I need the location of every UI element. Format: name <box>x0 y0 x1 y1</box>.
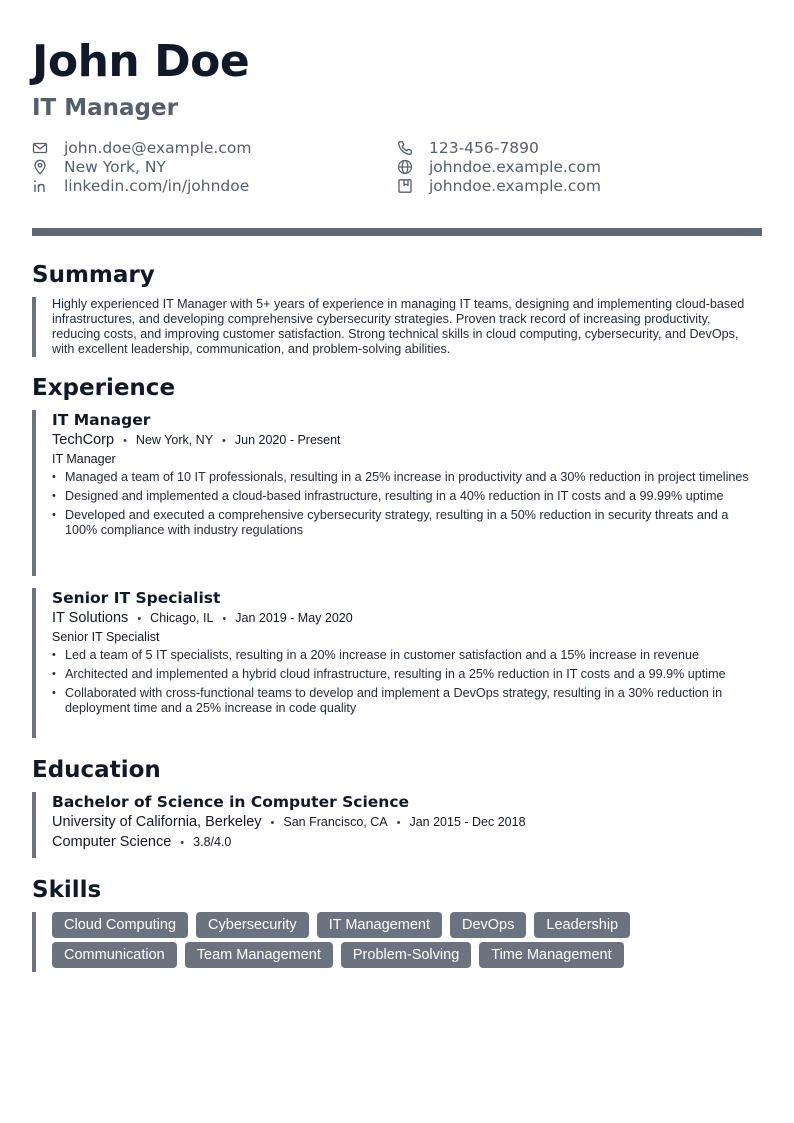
education-dates: Jan 2015 - Dec 2018 <box>409 815 526 829</box>
skill-pill: Problem-Solving <box>341 942 471 968</box>
job-dates: Jun 2020 - Present <box>234 433 341 447</box>
skills-list <box>52 912 752 968</box>
summary-text: Highly experienced IT Manager with 5+ years of experience in managing IT teams, designing and implementing cloud-based infrastructures, and developing comprehensive cybersecurity strategies. Proven track record of increasing productivity, reducing costs, and improving customer satisfaction. Strong technical skills in cloud computing, cybersecurity, and DevOps, with excellent leadership, communication, and problem-solving abilities. <box>52 297 745 356</box>
gpa: 3.8/4.0 <box>193 835 232 849</box>
email-text: john.doe@example.com <box>64 138 252 157</box>
contact-location <box>32 157 166 176</box>
company-name: TechCorp <box>52 432 115 448</box>
skill-pill: Cybersecurity <box>196 912 309 938</box>
contact-portfolio[interactable] <box>397 176 601 195</box>
bookmark-icon <box>397 178 413 194</box>
job-bullets <box>52 648 762 716</box>
company-name: IT Solutions <box>52 610 129 626</box>
separator-dot: • <box>123 435 127 447</box>
skill-pill: DevOps <box>450 912 526 938</box>
skill-pill: Communication <box>52 942 177 968</box>
school-name: University of California, Berkeley <box>52 814 262 830</box>
skill-pill: IT Management <box>317 912 442 938</box>
phone-icon <box>397 140 413 156</box>
separator-dot: • <box>222 435 226 447</box>
job-location: New York, NY <box>135 433 214 447</box>
contact-email[interactable] <box>32 138 251 157</box>
job-bullet: • Led a team of 5 IT specialists, resulting in a 20% increase in customer satisfaction and a 15% increase in revenue <box>52 648 762 663</box>
skill-pill: Team Management <box>185 942 333 968</box>
job-title: Senior IT Specialist <box>52 589 221 607</box>
location-pin-icon <box>32 159 48 175</box>
degree-title: Bachelor of Science in Computer Science <box>52 793 410 811</box>
school-location: San Francisco, CA <box>283 815 388 829</box>
education-item <box>32 792 762 858</box>
job-dates: Jan 2019 - May 2020 <box>235 611 353 625</box>
header-divider <box>32 228 762 236</box>
separator-dot: • <box>180 837 185 849</box>
linkedin-icon <box>32 178 48 194</box>
job-title: IT Manager <box>52 411 151 429</box>
experience-heading: Experience <box>32 375 176 401</box>
job-role: Senior IT Specialist <box>52 630 160 644</box>
summary-block <box>32 297 762 357</box>
candidate-name: John Doe <box>32 36 250 87</box>
website-text: johndoe.example.com <box>429 157 601 176</box>
job-meta <box>52 432 762 448</box>
job-bullet: • Designed and implemented a cloud-based infrastructure, resulting in a 40% reduction in IT costs and a 99.99% uptime <box>52 489 762 504</box>
contact-list <box>32 138 762 198</box>
job-meta <box>52 610 762 626</box>
education-heading: Education <box>32 757 161 783</box>
job-bullets <box>52 470 762 538</box>
job-bullet: • Architected and implemented a hybrid cloud infrastructure, resulting in a 25% reduction in IT costs and a 99.9% uptime <box>52 667 762 682</box>
location-text: New York, NY <box>64 157 166 176</box>
skill-pill: Cloud Computing <box>52 912 188 938</box>
education-field-row <box>52 834 762 850</box>
field-of-study: Computer Science <box>52 834 172 850</box>
job-bullet: • Collaborated with cross-functional teams to develop and implement a DevOps strategy, resulting in a 30% reduction in deployment time and a 25% increase in code quality <box>52 686 762 716</box>
summary-heading: Summary <box>32 262 155 288</box>
contact-phone[interactable] <box>397 138 539 157</box>
mail-icon <box>32 140 48 156</box>
contact-linkedin[interactable] <box>32 176 249 195</box>
contact-website[interactable] <box>397 157 601 176</box>
globe-icon <box>397 159 413 175</box>
job-bullet: • Managed a team of 10 IT professionals, resulting in a 25% increase in productivity and a 30% reduction in project timelines <box>52 470 762 485</box>
skills-heading: Skills <box>32 877 102 903</box>
separator-dot: • <box>222 613 227 625</box>
experience-item <box>32 588 762 738</box>
separator-dot: • <box>137 613 142 625</box>
separator-dot: • <box>396 817 401 829</box>
portfolio-text: johndoe.example.com <box>429 176 601 195</box>
skills-block <box>32 912 762 972</box>
skill-pill: Time Management <box>479 942 623 968</box>
separator-dot: • <box>270 817 275 829</box>
education-meta <box>52 814 762 830</box>
phone-text: 123-456-7890 <box>429 138 539 157</box>
job-bullet: • Developed and executed a comprehensive cybersecurity strategy, resulting in a 50% reduction in security threats and a 100% compliance with industry regulations <box>52 508 762 538</box>
candidate-title: IT Manager <box>32 95 178 121</box>
job-role: IT Manager <box>52 452 116 466</box>
job-location: Chicago, IL <box>150 611 214 625</box>
experience-item <box>32 410 762 576</box>
linkedin-text: linkedin.com/in/johndoe <box>64 176 250 195</box>
skill-pill: Leadership <box>534 912 630 938</box>
